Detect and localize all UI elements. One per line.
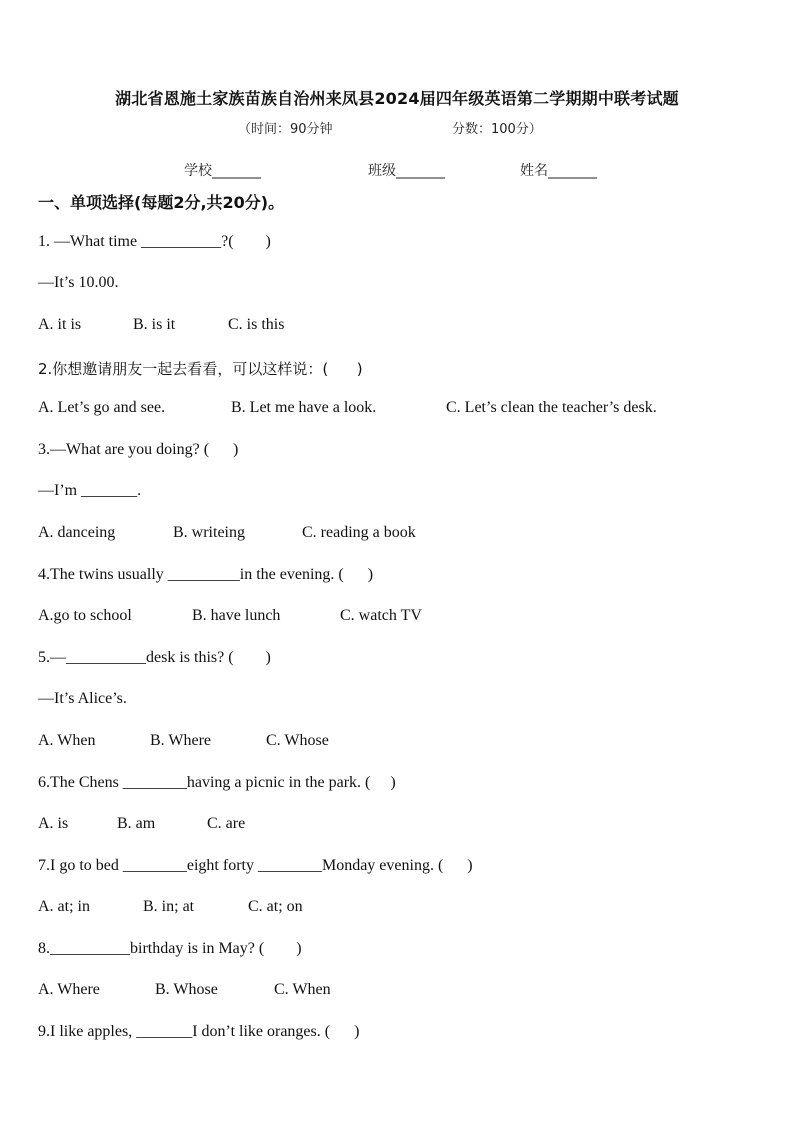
exam-time: （时间：90分钟 xyxy=(238,122,333,137)
name-field: 姓名_______ xyxy=(520,163,597,179)
class-field: 班级_______ xyxy=(368,163,445,179)
option: B. am xyxy=(117,815,156,832)
question-line: 1. —What time __________?( ) xyxy=(38,233,271,250)
question-line: 2.你想邀请朋友一起去看看，可以这样说：( ) xyxy=(38,360,363,378)
option: C. Let’s clean the teacher’s desk. xyxy=(446,399,657,416)
option: A. Where xyxy=(38,981,100,998)
option: A. at; in xyxy=(38,898,90,915)
question-line: —I’m _______. xyxy=(38,482,142,499)
option: B. in; at xyxy=(143,898,195,915)
question-line: —It’s Alice’s. xyxy=(38,690,127,707)
section-heading: 一、单项选择(每题2分,共20分)。 xyxy=(38,193,285,212)
option: C. are xyxy=(207,815,246,832)
option: A. it is xyxy=(38,316,82,333)
option: B. writeing xyxy=(173,524,245,541)
question-line: 6.The Chens ________having a picnic in the park. ( ) xyxy=(38,774,396,791)
option: C. at; on xyxy=(248,898,303,915)
option: B. is it xyxy=(133,316,176,333)
option: A. danceing xyxy=(38,524,116,541)
question-line: —It’s 10.00. xyxy=(38,274,119,291)
question-line: 5.—__________desk is this? ( ) xyxy=(38,649,271,666)
option: C. watch TV xyxy=(340,607,422,624)
option: A. When xyxy=(38,732,96,749)
option: A.go to school xyxy=(38,607,132,624)
exam-title: 湖北省恩施土家族苗族自治州来凤县2024届四年级英语第二学期期中联考试题 xyxy=(115,89,679,108)
school-field: 学校_______ xyxy=(184,163,261,179)
question-line: 3.—What are you doing? ( ) xyxy=(38,441,239,458)
exam-score: 分数：100分） xyxy=(452,122,542,137)
option: B. Whose xyxy=(155,981,218,998)
question-line: 9.I like apples, _______I don’t like oranges. ( ) xyxy=(38,1023,360,1040)
option: C. is this xyxy=(228,316,285,333)
option: C. reading a book xyxy=(302,524,416,541)
option: C. Whose xyxy=(266,732,329,749)
question-line: 4.The twins usually _________in the evening. ( ) xyxy=(38,566,374,583)
option: A. is xyxy=(38,815,69,832)
option: A. Let’s go and see. xyxy=(38,399,166,416)
question-line: 8.__________birthday is in May? ( ) xyxy=(38,940,302,957)
option: B. have lunch xyxy=(192,607,281,624)
option: C. When xyxy=(274,981,331,998)
question-line: 7.I go to bed ________eight forty ________Monday evening. ( ) xyxy=(38,857,473,874)
option: B. Let me have a look. xyxy=(231,399,377,416)
option: B. Where xyxy=(150,732,212,749)
